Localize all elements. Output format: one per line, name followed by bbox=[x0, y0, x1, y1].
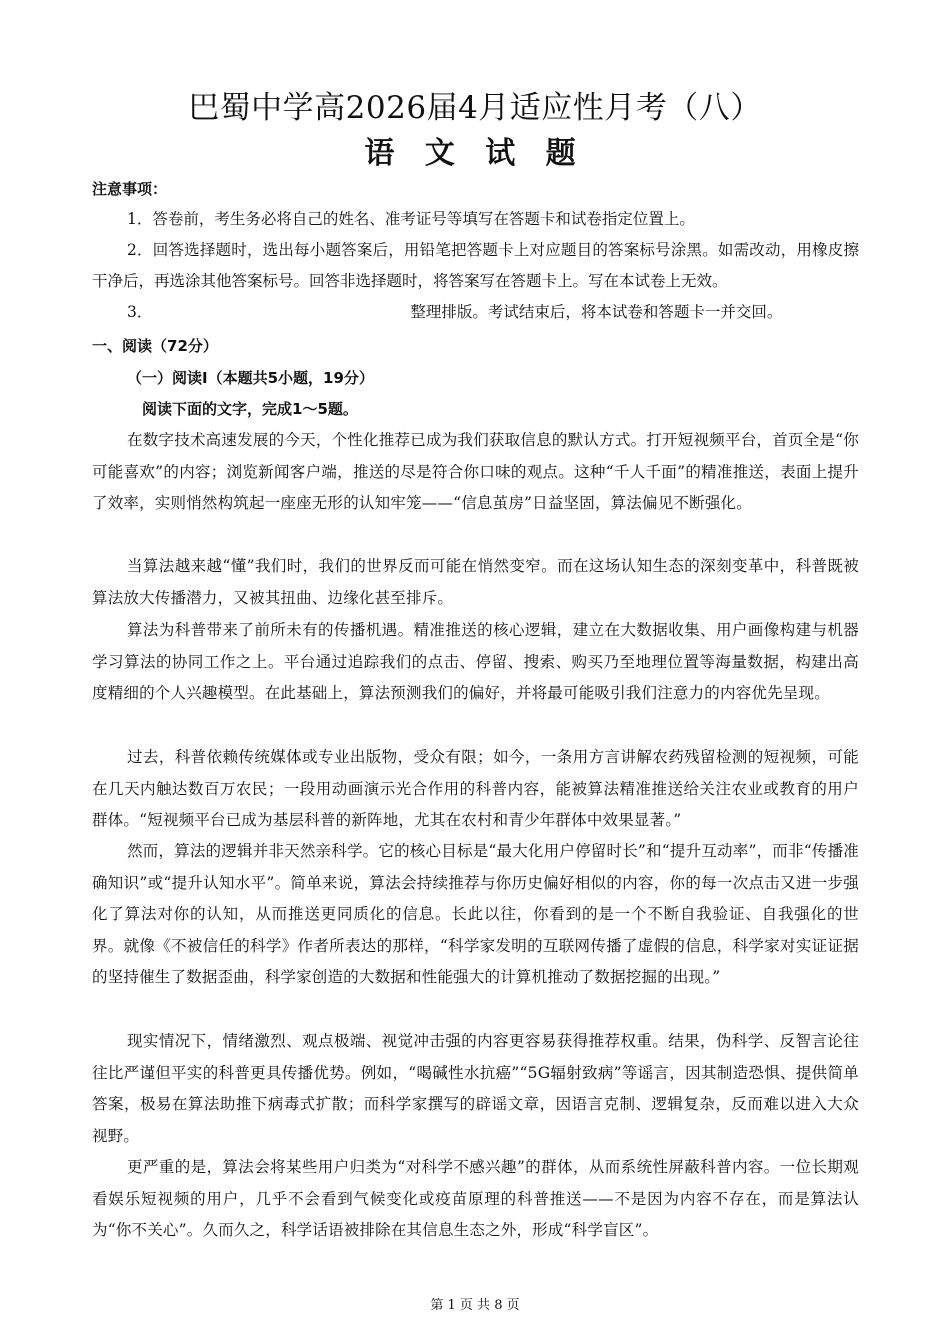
passage-paragraph-4: 过去，科普依赖传统媒体或专业出版物，受众有限；如今，一条用方言讲解农药残留检测的短视频，可能在几天内触达数百万农民；一段用动画演示光合作用的科普内容，能被算法精准推送给关注农业或教育的用户群体。“短视频平台已成为基层科普的新阵地，尤其在农村和青少年群体中效果显著。” bbox=[92, 748, 859, 829]
passage-paragraph-1: 在数字技术高速发展的今天，个性化推荐已成为我们获取信息的默认方式。打开短视频平台，首页全是“你可能喜欢”的内容；浏览新闻客户端，推送的尽是符合你口味的观点。这种“千人千面”的精准推送，表面上提升了效率，实则悄然构筑起一座座无形的认知牢笼——“信息茧房”日益坚固，算法偏见不断强化。 bbox=[92, 431, 859, 512]
passage-paragraph-5: 然而，算法的逻辑并非天然亲科学。它的核心目标是“最大化用户停留时长”和“提升互动率”，而非“传播准确知识”或“提升认知水平”。简单来说，算法会持续推荐与你历史偏好相似的内容，你的每一次点击又进一步强化了算法对你的认知，从而推送更同质化的信息。长此以往，你看到的是一个不断自我验证、自我强化的世界。就像《不被信任的科学》作者所表达的那样，“科学家发明的互联网传播了虚假的信息，科学家对实证证据的坚持催生了数据歪曲，科学家创造的大数据和性能强大的计算机推动了数据挖掘的出现。” bbox=[92, 842, 859, 986]
notice-item-2: 2．回答选择题时，选出每小题答案后，用铅笔把答题卡上对应题目的答案标号涂黑。如需改动，用橡皮擦干净后，再选涂其他答案标号。回答非选择题时，将答案写在答题卡上。写在本试卷上无效。 bbox=[92, 241, 859, 290]
section-subheading: （一）阅读Ⅰ（本题共5小题，19分） bbox=[127, 369, 374, 387]
page-footer: 第 1 页 共 8 页 bbox=[430, 1298, 520, 1313]
passage-paragraph-7: 更严重的是，算法会将某些用户归类为“对科学不感兴趣”的群体，从而系统性屏蔽科普内容。一位长期观看娱乐短视频的用户，几乎不会看到气候变化或疫苗原理的科普推送——不是因为内容不存在，而是算法认为“你不关心”。久而久之，科学话语被排除在其信息生态之外，形成“科学盲区”。 bbox=[92, 1158, 859, 1239]
notice-item-3-number: 3． bbox=[127, 303, 153, 321]
reading-instruction: 阅读下面的文字，完成1～5题。 bbox=[142, 400, 358, 418]
exam-subtitle: 语 文 试 题 bbox=[364, 136, 586, 171]
notice-item-3 bbox=[92, 297, 859, 328]
notice-heading: 注意事项： bbox=[92, 180, 168, 198]
notice-item-1: 1．答卷前，考生务必将自己的姓名、准考证号等填写在答题卡和试卷指定位置上。 bbox=[127, 210, 695, 228]
passage-paragraph-3: 算法为科普带来了前所未有的传播机遇。精准推送的核心逻辑，建立在大数据收集、用户画像构建与机器学习算法的协同工作之上。平台通过追踪我们的点击、停留、搜索、购买乃至地理位置等海量数据，构建出高度精细的个人兴趣模型。在此基础上，算法预测我们的偏好，并将最可能吸引我们注意力的内容优先呈现。 bbox=[92, 621, 859, 702]
passage-paragraph-6: 现实情况下，情绪激烈、观点极端、视觉冲击强的内容更容易获得推荐权重。结果，伪科学、反智言论往往比严谨但平实的科普更具传播优势。例如，“喝碱性水抗癌”“5G辐射致病”等谣言，因其制造恐惧、提供简单答案，极易在算法助推下病毒式扩散；而科学家撰写的辟谣文章，因语言克制、逻辑复杂，反而难以进入大众视野。 bbox=[92, 1032, 859, 1145]
section-heading: 一、阅读（72分） bbox=[92, 337, 218, 355]
notice-item-3-text: 整理排版。考试结束后，将本试卷和答题卡一并交回。 bbox=[410, 303, 783, 321]
exam-title: 巴蜀中学高2026届4月适应性月考（八） bbox=[188, 90, 762, 126]
passage-paragraph-2: 当算法越来越“懂”我们时，我们的世界反而可能在悄然变窄。而在这场认知生态的深刻变革中，科普既被算法放大传播潜力，又被其扭曲、边缘化甚至排斥。 bbox=[92, 557, 859, 607]
